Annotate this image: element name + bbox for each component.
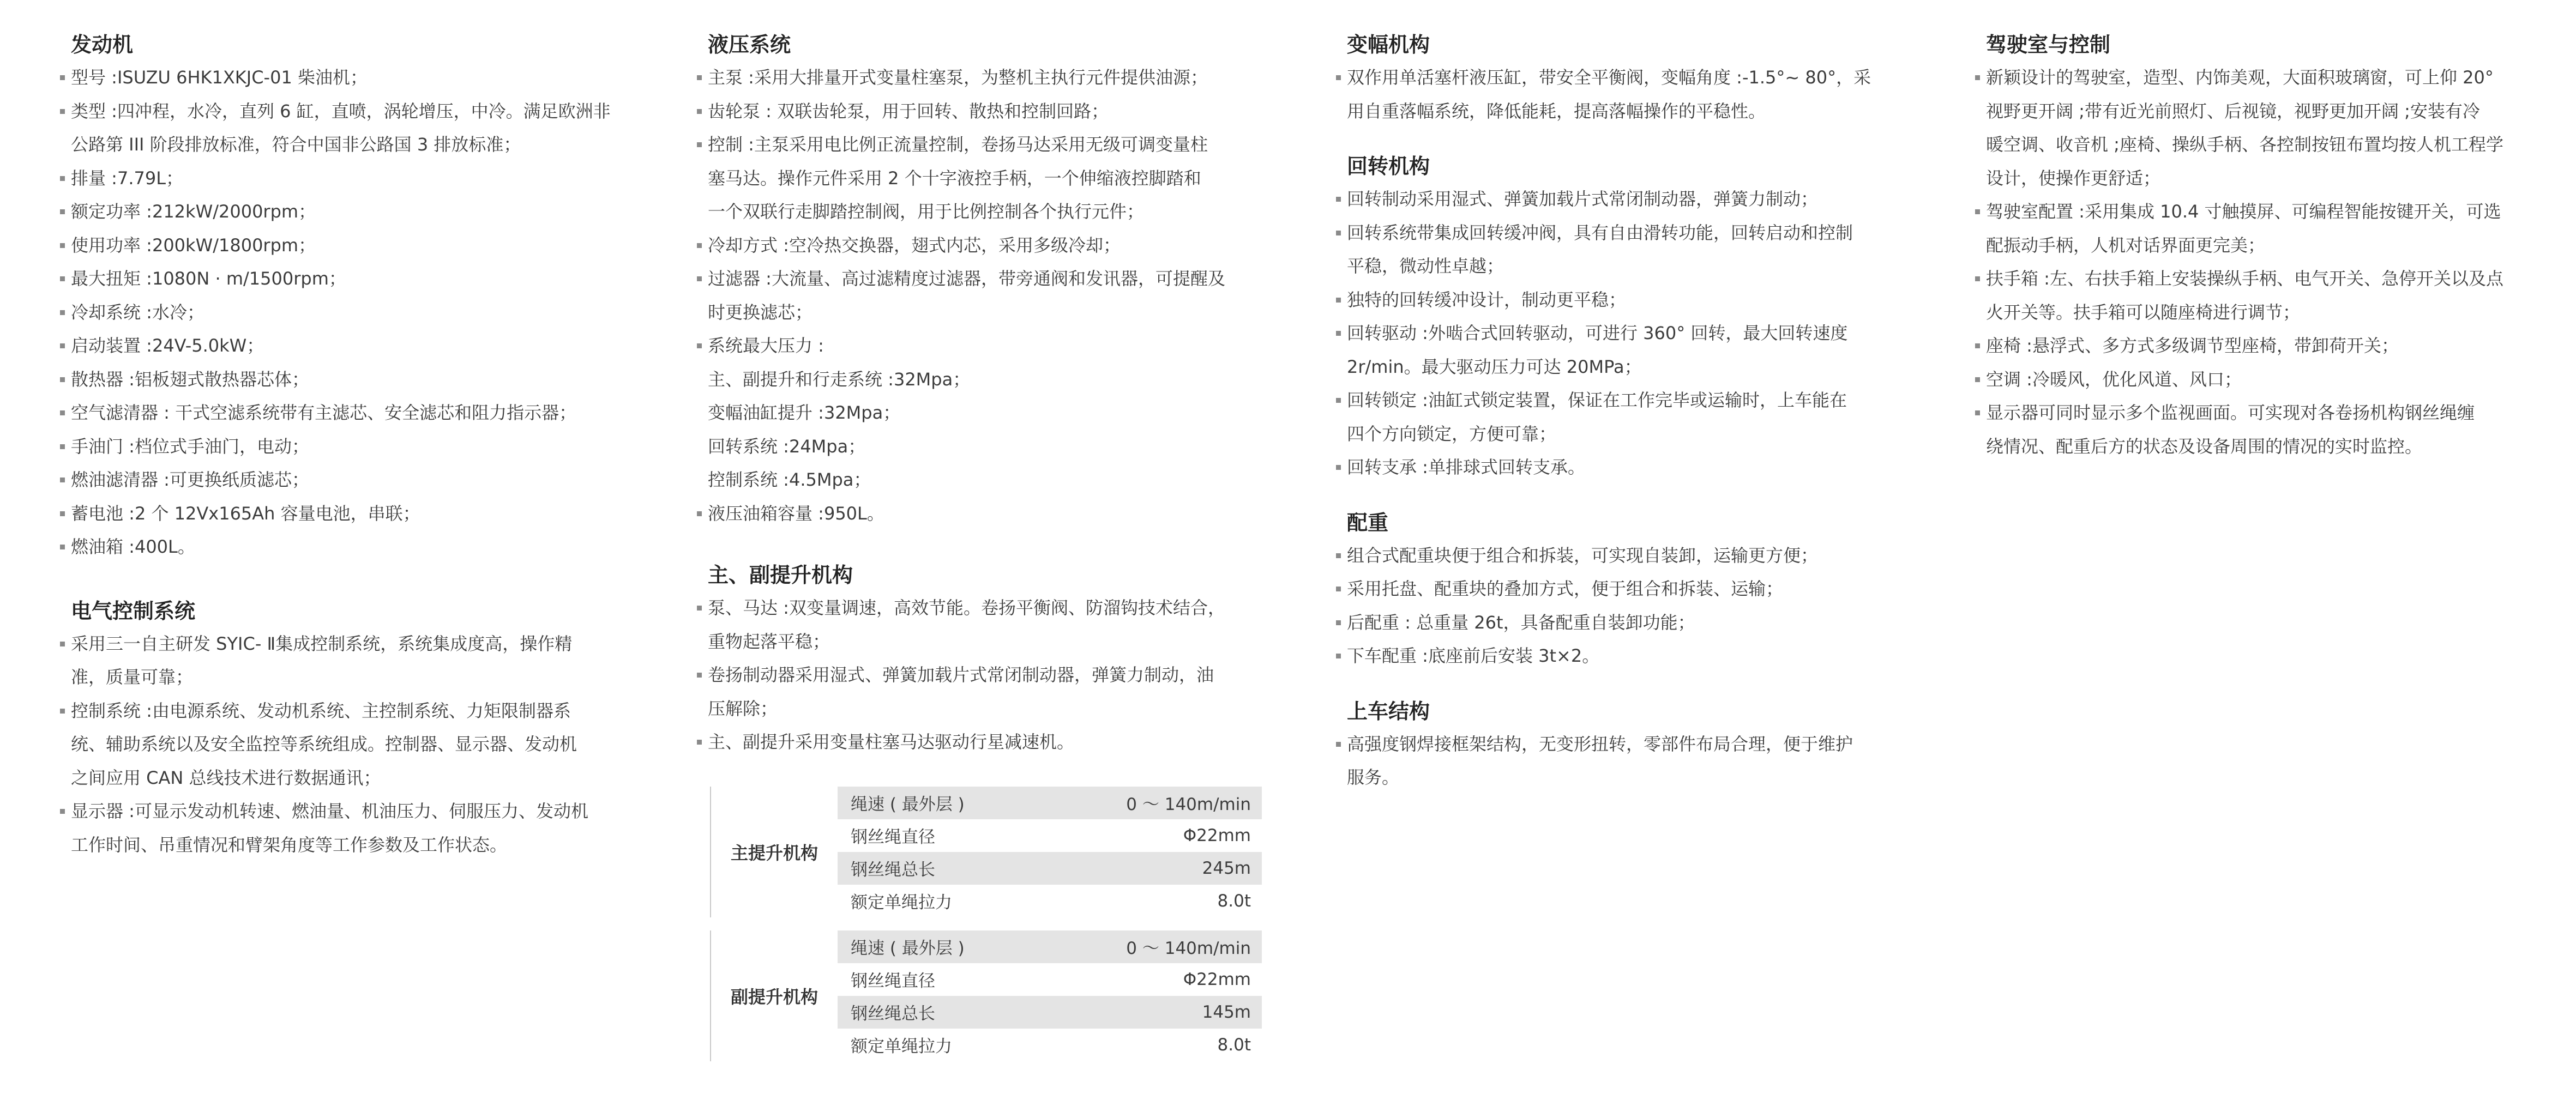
table-cell-value: 0 ～ 140m/min: [1126, 795, 1251, 814]
table-cell-key: 钢丝绳总长: [851, 1004, 935, 1024]
list-item: 时更换滤芯；: [708, 301, 813, 323]
list-item: 组合式配重块便于组合和拆装，可实现自装卸，运输更方便；: [1336, 539, 1914, 573]
table-row: [838, 930, 1262, 963]
list-item: 控制系统 :由电源系统、发动机系统、主控制系统、力矩限制器系: [60, 694, 633, 728]
table-row: [838, 963, 1262, 996]
table-row: [838, 1029, 1262, 1061]
list-item: 燃油箱 :400L。: [60, 530, 633, 564]
list-item: 使用功率 :200kW/1800rpm；: [60, 229, 633, 263]
list-item: 过滤器 :大流量、高过滤精度过滤器，带旁通阀和发讯器，可提醒及: [697, 262, 1275, 296]
list-item: 采用托盘、配重块的叠加方式，便于组合和拆装、运输；: [1336, 572, 1914, 606]
table-cell-value: 145m: [1202, 1002, 1251, 1022]
list-item: 塞马达。操作元件采用 2 个十字液控手柄，一个伸缩液控脚踏和: [708, 167, 1201, 189]
table-cell-value: Φ22mm: [1183, 825, 1251, 845]
aux-hoist-table: [710, 930, 1262, 1061]
list-item: 散热器 :铝板翅式散热器芯体；: [60, 363, 633, 397]
list-item: 双作用单活塞杆液压缸，带安全平衡阀，变幅角度 :-1.5°~ 80°，采: [1336, 61, 1914, 95]
section-title: 驾驶室与控制: [1986, 33, 2111, 57]
table-cell-key: 钢丝绳直径: [851, 971, 935, 991]
list-item: 公路第 III 阶段排放标准，符合中国非公路国 3 排放标准；: [71, 134, 521, 155]
table-cell-value: 8.0t: [1217, 1035, 1251, 1055]
counterweight-section: [1336, 510, 1914, 673]
column-1: [60, 32, 633, 862]
list-item: 回转锁定 :油缸式锁定装置，保证在工作完毕或运输时，上车能在: [1336, 384, 1914, 418]
list-item: 2r/min。最大驱动压力可达 20MPa；: [1347, 356, 1642, 377]
list-item: 空调 :冷暖风，优化风道、风口；: [1975, 363, 2520, 397]
list-item: 驾驶室配置 :采用集成 10.4 寸触摸屏、可编程智能按键开关，可选: [1975, 195, 2520, 229]
section-title: 主、副提升机构: [708, 563, 853, 587]
list-item: 准，质量可靠；: [71, 667, 194, 687]
list-item: 绕情况、配重后方的状态及设备周围的情况的实时监控。: [1986, 436, 2423, 457]
table-cell-key: 钢丝绳总长: [851, 860, 935, 880]
table-row: [838, 787, 1262, 819]
list-item: 火开关等。扶手箱可以随座椅进行调节；: [1986, 301, 2301, 323]
table-cell-value: Φ22mm: [1183, 969, 1251, 989]
list-item: 控制系统 :4.5Mpa；: [708, 469, 871, 490]
electrical-list: [60, 627, 633, 862]
list-item: 手油门 :档位式手油门，电动；: [60, 430, 633, 464]
table-cell-key: 钢丝绳直径: [851, 827, 935, 847]
table-cell-value: 0 ～ 140m/min: [1126, 939, 1251, 958]
list-item: 显示器可同时显示多个监视画面。可实现对各卷扬机构钢丝绳缠: [1975, 396, 2520, 430]
list-item: 扶手箱 :左、右扶手箱上安装操纵手柄、电气开关、急停开关以及点: [1975, 262, 2520, 296]
list-item: 回转支承 :单排球式回转支承。: [1336, 451, 1914, 485]
table-row: [838, 819, 1262, 852]
main-hoist-table: [710, 787, 1262, 917]
list-item: 采用三一自主研发 SYIC- Ⅱ集成控制系统，系统集成度高，操作精: [60, 627, 633, 661]
section-title: 配重: [1347, 510, 1389, 535]
table-cell-key: 额定单绳拉力: [851, 1037, 952, 1056]
section-title: 液压系统: [708, 33, 791, 57]
table-cell-value: 8.0t: [1217, 891, 1251, 911]
list-item: 类型 :四冲程，水冷，直列 6 缸，直喷，涡轮增压，中冷。满足欧洲非: [60, 95, 633, 129]
list-item: 设计，使操作更舒适；: [1986, 167, 2161, 189]
list-item: 暖空调、收音机 ;座椅、操纵手柄、各控制按钮布置均按人机工程学: [1986, 134, 2503, 155]
list-item: 视野更开阔 ;带有近光前照灯、后视镜，视野更加开阔 ;安装有冷: [1986, 100, 2480, 122]
list-item: 主泵 :采用大排量开式变量柱塞泵，为整机主执行元件提供油源；: [697, 61, 1275, 95]
list-item: 系统最大压力 :: [697, 329, 1275, 363]
slewing-list: [1336, 183, 1914, 485]
table-row: [838, 852, 1262, 885]
list-item: 四个方向锁定，方便可靠；: [1347, 423, 1557, 444]
list-item: 压解除；: [708, 698, 778, 719]
hydraulic-list: [697, 61, 1275, 530]
list-item: 燃油滤清器 :可更换纸质滤芯；: [60, 463, 633, 497]
list-item: 之间应用 CAN 总线技术进行数据通讯；: [71, 767, 381, 788]
hoist-spec-tables: [697, 787, 1275, 1061]
luffing-list: [1336, 61, 1914, 128]
column-3: [1336, 32, 1914, 795]
list-item: 主、副提升和行走系统 :32Mpa；: [708, 368, 971, 390]
list-item: 回转系统带集成回转缓冲阀，具有自由滑转功能，回转启动和控制: [1336, 216, 1914, 250]
table-cell-value: 245m: [1202, 858, 1251, 878]
table-label: 副提升机构: [730, 986, 818, 1007]
column-2: [697, 32, 1275, 1074]
list-item: 型号 :ISUZU 6HK1XKJC-01 柴油机；: [60, 61, 633, 95]
list-item: 统、辅助系统以及安全监控等系统组成。控制器、显示器、发动机: [71, 734, 577, 754]
cab-list: [1975, 61, 2520, 463]
list-item: 冷却方式 :空冷热交换器，翅式内芯，采用多级冷却；: [697, 229, 1275, 263]
counterweight-list: [1336, 539, 1914, 673]
list-item: 液压油箱容量 :950L。: [697, 497, 1275, 531]
list-item: 控制 :主泵采用电比例正流量控制，卷扬马达采用无级可调变量柱: [697, 128, 1275, 162]
list-item: 额定功率 :212kW/2000rpm；: [60, 195, 633, 229]
table-cell-key: 绳速 ( 最外层 ): [851, 795, 965, 814]
list-item: 泵、马达 :双变量调速，高效节能。卷扬平衡阀、防溜钩技术结合，: [697, 591, 1275, 625]
list-item: 配振动手柄，人机对话界面更完美；: [1986, 234, 2266, 256]
section-title: 回转机构: [1347, 154, 1430, 178]
engine-section: [60, 32, 633, 564]
hoist-section: [697, 562, 1275, 759]
list-item: 卷扬制动器采用湿式、弹簧加载片式常闭制动器，弹簧力制动，油: [697, 658, 1275, 692]
engine-list: [60, 61, 633, 564]
list-item: 排量 :7.79L；: [60, 162, 633, 196]
table-label: 主提升机构: [730, 842, 818, 863]
section-title: 电气控制系统: [71, 599, 196, 623]
superstructure-list: [1336, 728, 1914, 795]
list-item: 回转驱动 :外啮合式回转驱动，可进行 360° 回转，最大回转速度: [1336, 317, 1914, 350]
list-item: 用自重落幅系统，降低能耗，提高落幅操作的平稳性。: [1347, 100, 1766, 122]
slewing-section: [1336, 153, 1914, 485]
list-item: 独特的回转缓冲设计，制动更平稳；: [1336, 283, 1914, 317]
list-item: 齿轮泵 : 双联齿轮泵，用于回转、散热和控制回路；: [697, 95, 1275, 129]
hoist-list: [697, 591, 1275, 759]
cab-section: [1975, 32, 2520, 463]
list-item: 主、副提升采用变量柱塞马达驱动行星减速机。: [697, 726, 1275, 759]
table-cell-key: 绳速 ( 最外层 ): [851, 939, 965, 958]
luffing-section: [1336, 32, 1914, 128]
list-item: 平稳，微动性卓越；: [1347, 256, 1504, 276]
list-item: 下车配重 :底座前后安装 3t×2。: [1336, 639, 1914, 673]
list-item: 高强度钢焊接框架结构，无变形扭转，零部件布局合理，便于维护: [1336, 728, 1914, 761]
column-4: [1975, 32, 2520, 463]
list-item: 服务。: [1347, 767, 1400, 788]
hydraulic-section: [697, 32, 1275, 530]
list-item: 新颖设计的驾驶室，造型、内饰美观，大面积玻璃窗，可上仰 20°: [1975, 61, 2520, 95]
list-item: 工作时间、吊重情况和臂架角度等工作参数及工作状态。: [71, 834, 508, 855]
list-item: 启动装置 :24V-5.0kW；: [60, 329, 633, 363]
list-item: 座椅 :悬浮式、多方式多级调节型座椅，带卸荷开关；: [1975, 329, 2520, 363]
table-row: [838, 996, 1262, 1029]
section-title: 变幅机构: [1347, 33, 1430, 57]
table-cell-key: 额定单绳拉力: [851, 893, 952, 912]
list-item: 回转系统 :24Mpa；: [708, 436, 866, 457]
electrical-section: [60, 598, 633, 862]
section-title: 发动机: [71, 33, 134, 57]
list-item: 回转制动采用湿式、弹簧加载片式常闭制动器，弹簧力制动；: [1336, 183, 1914, 216]
table-row: [838, 885, 1262, 917]
list-item: 一个双联行走脚踏控制阀，用于比例控制各个执行元件；: [708, 201, 1145, 222]
list-item: 显示器 :可显示发动机转速、燃油量、机油压力、伺服压力、发动机: [60, 795, 633, 829]
section-title: 上车结构: [1347, 699, 1430, 723]
superstructure-section: [1336, 698, 1914, 795]
list-item: 最大扭矩 :1080N · m/1500rpm；: [60, 262, 633, 296]
list-item: 重物起落平稳；: [708, 631, 830, 652]
list-item: 空气滤清器 : 干式空滤系统带有主滤芯、安全滤芯和阻力指示器；: [60, 396, 633, 430]
list-item: 冷却系统 :水冷；: [60, 296, 633, 330]
list-item: 后配重 : 总重量 26t，具备配重自装卸功能；: [1336, 606, 1914, 640]
list-item: 变幅油缸提升 :32Mpa；: [708, 402, 901, 423]
list-item: 蓄电池 :2 个 12Vx165Ah 容量电池，串联；: [60, 497, 633, 531]
